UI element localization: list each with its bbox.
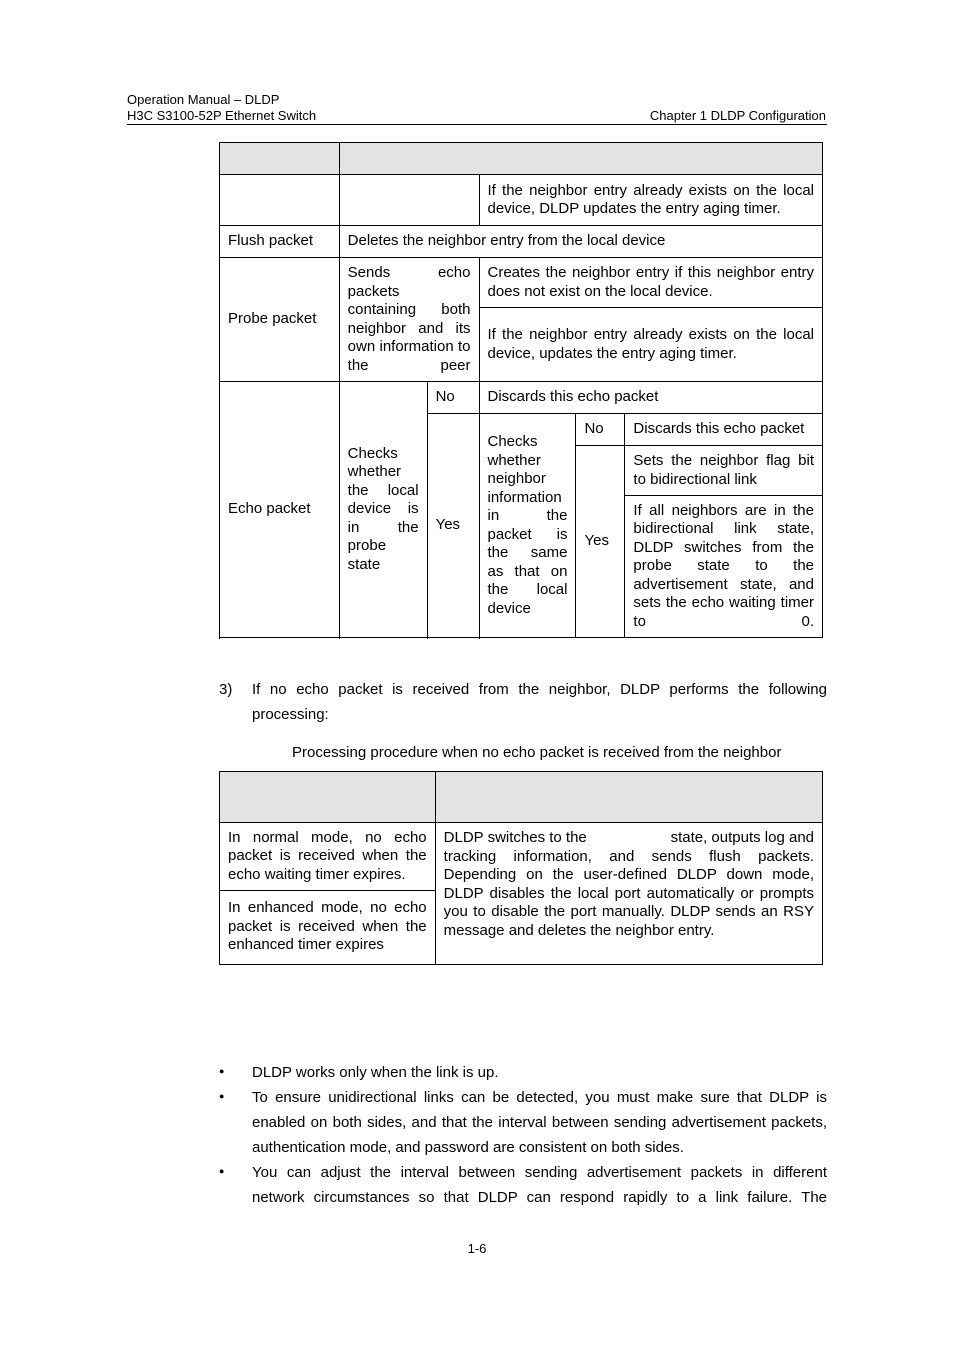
table-cell: Sets the neighbor flag bit to bidirectional link bbox=[625, 446, 823, 496]
step-text-line: If no echo packet is received from the neighbor, DLDP performs the following bbox=[252, 681, 827, 698]
table-cell: Checks whether neighbor information in the packet is the same as that on the local device bbox=[479, 414, 576, 638]
condition-cell: In normal mode, no echo packet is received when the echo waiting timer expires. bbox=[220, 823, 436, 891]
table-header-row bbox=[220, 772, 823, 823]
step-text-line: processing: bbox=[252, 706, 329, 723]
action-text: tracking information, and sends flush packets. Depending on the user-defined DLDP down mode, DLDP disables the local port automatically or prompts you to disable the port manually. DLDP sends an RSY message and deletes the neighbor entry. bbox=[443, 847, 814, 939]
packet-type-cell: Flush packet bbox=[220, 226, 340, 258]
table-cell: Yes bbox=[576, 446, 625, 638]
table-row bbox=[220, 382, 823, 414]
header-cell bbox=[435, 772, 822, 823]
table-cell: Checks whether the local device is in the probe state bbox=[339, 382, 427, 638]
table-cell: No bbox=[576, 414, 625, 446]
table-cell: Discards this echo packet bbox=[479, 382, 823, 414]
step-number: 3) bbox=[219, 681, 233, 698]
manual-title: Operation Manual – DLDP bbox=[127, 92, 280, 107]
table-row bbox=[220, 226, 823, 258]
list-item: DLDP works only when the link is up. bbox=[252, 1064, 499, 1081]
condition-cell: In enhanced mode, no echo packet is received when the enhanced timer expires bbox=[220, 891, 436, 965]
header-cell bbox=[220, 772, 436, 823]
header-cell bbox=[339, 143, 822, 175]
bullet-icon: ● bbox=[219, 1166, 225, 1176]
packet-type-cell: Probe packet bbox=[220, 258, 340, 382]
table-cell: If all neighbors are in the bidirectional link state, DLDP switches from the probe state to the advertisement state, and sets the echo waiting timer to 0. bbox=[625, 496, 823, 638]
header-cell bbox=[220, 143, 340, 175]
list-item: You can adjust the interval between sending advertisement packets in different network circumstances so that DLDP can respond rapidly to a link failure. The bbox=[252, 1164, 827, 1206]
action-text: DLDP switches to the bbox=[443, 829, 587, 846]
table-cell: Creates the neighbor entry if this neighbor entry does not exist on the local device. bbox=[479, 258, 823, 308]
chapter-title: Chapter 1 DLDP Configuration bbox=[649, 108, 826, 123]
no-echo-table bbox=[219, 771, 823, 965]
packet-type-cell: Echo packet bbox=[220, 382, 340, 638]
packet-processing-table bbox=[219, 142, 823, 638]
bullet-icon: ● bbox=[219, 1066, 225, 1076]
table-row bbox=[220, 175, 823, 226]
table-cell: Sends echo packets containing both neighbor and its own information to the peer bbox=[339, 258, 479, 382]
page-number: 1-6 bbox=[467, 1241, 487, 1256]
table-header-row bbox=[220, 143, 823, 175]
table-cell: No bbox=[427, 382, 479, 414]
list-item: To ensure unidirectional links can be detected, you must make sure that DLDP is enabled on both sides, and that the interval between sending advertisement packets, authentication mode, and password are consistent on both sides. bbox=[252, 1089, 827, 1156]
table-cell: If the neighbor entry already exists on the local device, updates the entry aging timer. bbox=[479, 308, 823, 382]
table-row bbox=[220, 823, 823, 891]
table-cell: Deletes the neighbor entry from the local device bbox=[339, 226, 822, 258]
bullet-icon: ● bbox=[219, 1091, 225, 1101]
action-text: state, outputs log and bbox=[670, 829, 814, 846]
table-cell: Yes bbox=[427, 414, 479, 638]
table-cell: If the neighbor entry already exists on the local device, DLDP updates the entry aging timer. bbox=[479, 175, 823, 226]
product-name: H3C S3100-52P Ethernet Switch bbox=[127, 108, 317, 123]
header-rule bbox=[127, 124, 827, 125]
table-caption: Processing procedure when no echo packet is received from the neighbor bbox=[292, 744, 782, 761]
action-cell bbox=[435, 823, 822, 965]
table-row bbox=[220, 258, 823, 308]
table-cell: Discards this echo packet bbox=[625, 414, 823, 446]
